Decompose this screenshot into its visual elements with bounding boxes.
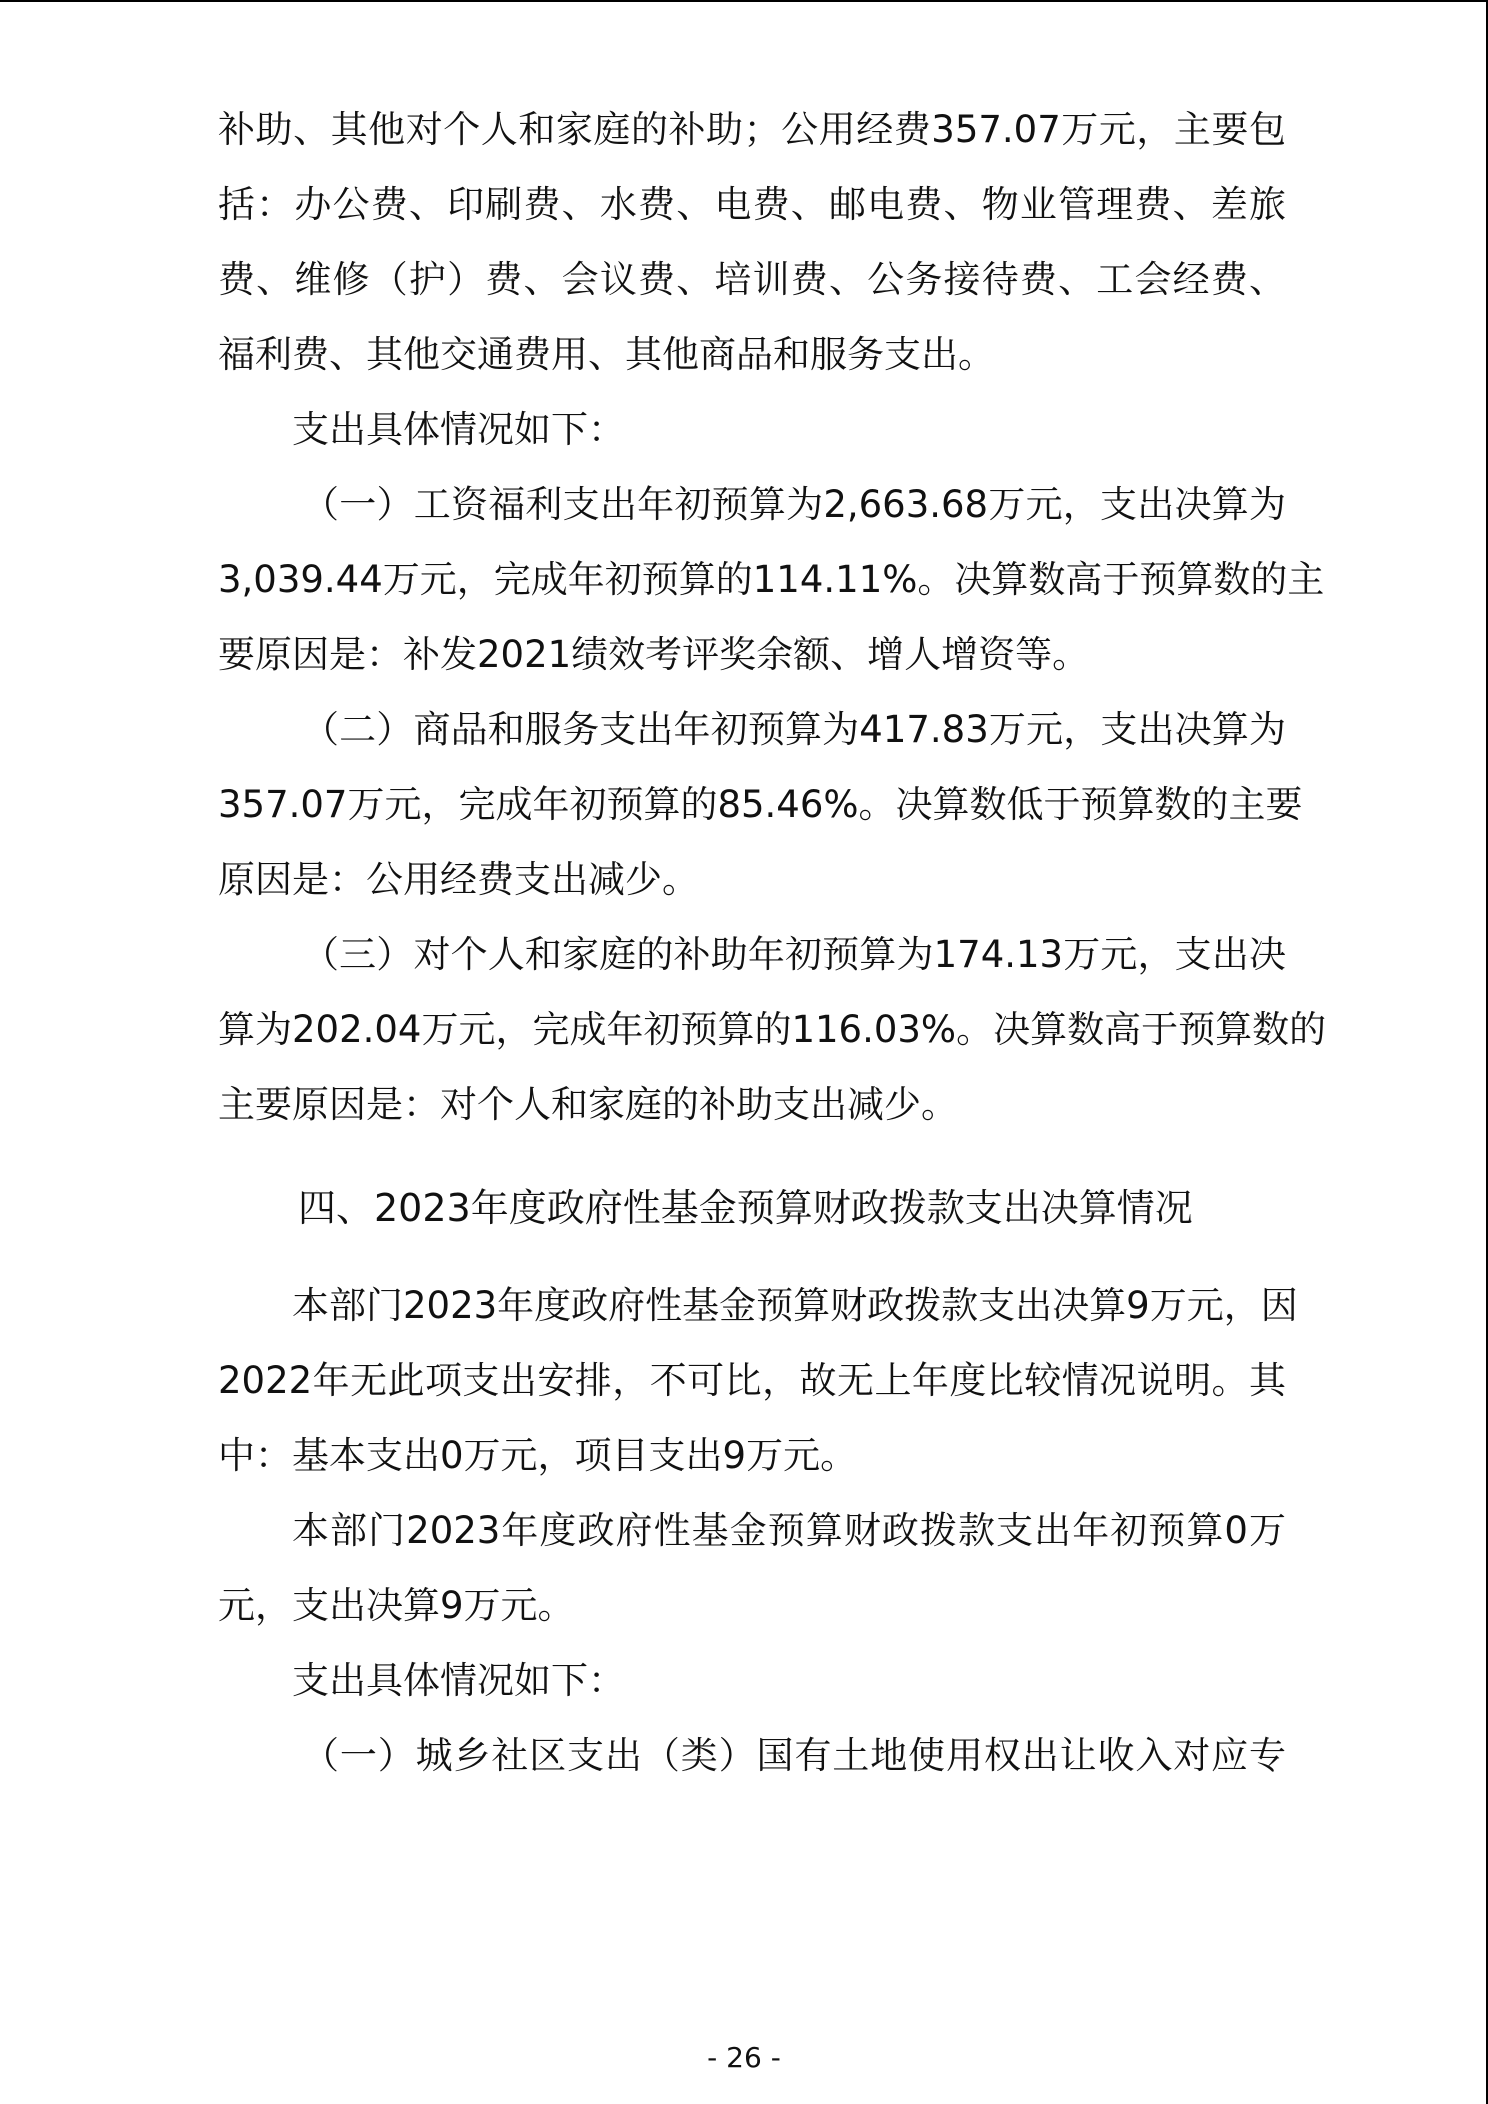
document-body	[218, 92, 1327, 1793]
text-line: 357.07万元，完成年初预算的85.46%。决算数低于预算数的主要	[218, 783, 1303, 826]
paragraph-details-intro	[218, 392, 1286, 467]
text-line: （三）对个人和家庭的补助年初预算为174.13万元，支出决	[302, 933, 1286, 976]
paragraph-goods-services	[218, 692, 1303, 917]
paragraph-household-subsidies	[218, 917, 1327, 1142]
text-line: 支出具体情况如下：	[292, 408, 625, 451]
section-heading-wrapper	[218, 1142, 1286, 1268]
text-line: 支出具体情况如下：	[292, 1659, 625, 1702]
text-line: 本部门2023年度政府性基金预算财政拨款支出年初预算0万	[292, 1509, 1286, 1552]
text-line: 算为202.04万元，完成年初预算的116.03%。决算数高于预算数的	[218, 1008, 1327, 1051]
text-line: 元，支出决算9万元。	[218, 1584, 575, 1627]
page-border-top	[0, 0, 1488, 2]
text-line: 括：办公费、印刷费、水费、电费、邮电费、物业管理费、差旅	[218, 183, 1286, 226]
text-line: 2022年无此项支出安排，不可比，故无上年度比较情况说明。其	[218, 1359, 1286, 1402]
page-number: - 26 -	[707, 2041, 781, 2074]
text-line: 本部门2023年度政府性基金预算财政拨款支出决算9万元，因	[292, 1284, 1298, 1327]
paragraph-salary-welfare	[218, 467, 1325, 692]
text-line: （二）商品和服务支出年初预算为417.83万元，支出决算为	[302, 708, 1286, 751]
paragraph-fund-details-intro	[218, 1643, 1286, 1718]
section-heading: 四、2023年度政府性基金预算财政拨款支出决算情况	[298, 1186, 1193, 1230]
text-line: 主要原因是：对个人和家庭的补助支出减少。	[218, 1083, 958, 1126]
paragraph-urban-rural	[218, 1718, 1286, 1793]
text-line: 中：基本支出0万元，项目支出9万元。	[218, 1434, 858, 1477]
text-line: 福利费、其他交通费用、其他商品和服务支出。	[218, 333, 995, 376]
text-line: 3,039.44万元，完成年初预算的114.11%。决算数高于预算数的主	[218, 558, 1325, 601]
text-line: 补助、其他对个人和家庭的补助；公用经费357.07万元，主要包	[218, 108, 1286, 151]
paragraph-fund-overview	[218, 1268, 1298, 1493]
paragraph-fund-budget	[218, 1493, 1286, 1643]
text-line: 原因是：公用经费支出减少。	[218, 858, 699, 901]
paragraph-public-expenses	[218, 92, 1286, 392]
text-line: 要原因是：补发2021绩效考评奖余额、增人增资等。	[218, 633, 1090, 676]
text-line: （一）城乡社区支出（类）国有土地使用权出让收入对应专	[302, 1734, 1286, 1777]
text-line: 费、维修（护）费、会议费、培训费、公务接待费、工会经费、	[218, 258, 1286, 301]
text-line: （一）工资福利支出年初预算为2,663.68万元，支出决算为	[302, 483, 1286, 526]
